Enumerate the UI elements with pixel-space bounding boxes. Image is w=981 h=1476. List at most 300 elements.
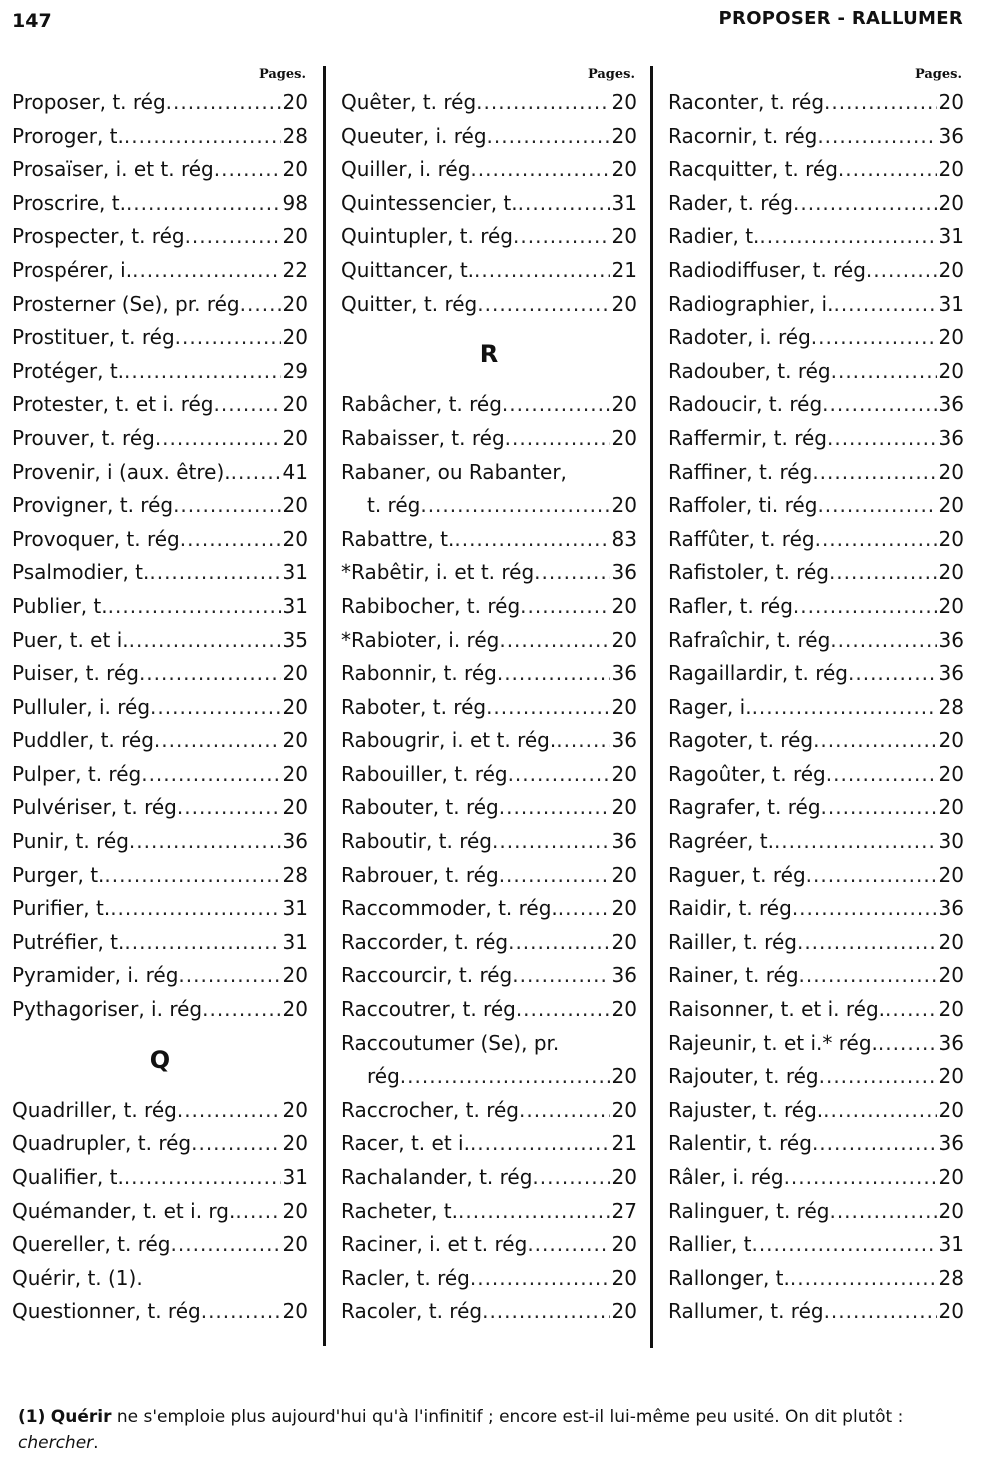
page-ref: 36 [938, 627, 964, 652]
leader-dots [185, 220, 281, 254]
leader-dots [474, 254, 610, 288]
page-ref: 20 [938, 493, 964, 518]
list-item [12, 624, 308, 658]
leader-dots [191, 1127, 280, 1161]
list-item [12, 1161, 308, 1195]
page-header [8, 8, 963, 34]
verb: Rallumer, t. rég [668, 1299, 824, 1324]
leader-dots [792, 892, 937, 926]
page-ref: 36 [611, 829, 637, 854]
page-ref: 20 [938, 761, 964, 786]
list-item [668, 959, 964, 993]
page-ref: 20 [611, 123, 637, 148]
leader-dots [827, 422, 937, 456]
list-item [341, 422, 637, 456]
entry-list [341, 388, 637, 455]
verb: Quadriller, t. rég [12, 1097, 177, 1122]
leader-dots [124, 1161, 281, 1195]
leader-dots [513, 220, 610, 254]
list-item [12, 758, 308, 792]
leader-dots [499, 624, 609, 658]
page-ref: 36 [611, 963, 637, 988]
list-item [341, 187, 637, 221]
verb: Rainer, t. rég [668, 963, 799, 988]
list-item [12, 254, 308, 288]
leader-dots [150, 691, 281, 725]
entry-list [341, 86, 637, 321]
footnote-text: ne s'emploie plus aujourd'hui qu'à l'infinitif ; encore est-il lui-même peu usité. On dit plutôt : [111, 1407, 904, 1427]
list-item [668, 825, 964, 859]
page-ref: 20 [938, 560, 964, 585]
list-item [668, 1027, 964, 1061]
leader-dots [821, 791, 937, 825]
leader-dots [516, 993, 610, 1027]
verb: Rallier, t [668, 1232, 752, 1257]
list-item [341, 926, 637, 960]
verb: Rafistoler, t. rég [668, 560, 829, 585]
leader-dots [497, 657, 610, 691]
page-ref: 98 [282, 190, 308, 215]
list-item [341, 1195, 637, 1229]
page-ref: 31 [282, 929, 308, 954]
verb: Purifier, t. [12, 896, 111, 921]
list-item [12, 993, 308, 1027]
list-item [668, 993, 964, 1027]
verb: Raffermir, t. rég [668, 425, 827, 450]
leader-dots [838, 153, 937, 187]
leader-dots [177, 1094, 281, 1128]
list-item [341, 489, 637, 523]
leader-dots [833, 288, 936, 322]
verb: Pythagoriser, i. rég [12, 997, 203, 1022]
verb: Radier, t. [668, 224, 760, 249]
page-ref: 20 [282, 1232, 308, 1257]
verb: Quiller, i. rég [341, 157, 471, 182]
page-ref: 36 [611, 728, 637, 753]
page-ref: 20 [611, 795, 637, 820]
leader-dots [813, 724, 936, 758]
verb: Raffiner, t. rég [668, 459, 813, 484]
page-ref: 20 [282, 1131, 308, 1156]
verb: Rabrouer, t. rég [341, 862, 499, 887]
list-item [341, 86, 637, 120]
page-ref: 20 [611, 593, 637, 618]
leader-dots [520, 590, 609, 624]
list-item [12, 489, 308, 523]
verb: Raccoutrer, t. rég [341, 997, 516, 1022]
verb: Quittancer, t. [341, 257, 475, 282]
column-1 [12, 64, 308, 1329]
verb: Radiodiffuser, t. rég [668, 257, 866, 282]
list-item [341, 892, 637, 926]
list-item [341, 153, 637, 187]
list-item [341, 388, 637, 422]
verb: Quêter, t. rég [341, 90, 477, 114]
verb: Railler, t. rég [668, 929, 797, 954]
leader-dots [470, 1262, 610, 1296]
verb: Provigner, t. rég [12, 493, 174, 518]
section-letter-q: Q [149, 1045, 171, 1074]
verb: Raisonner, t. et i. rég. [668, 997, 885, 1022]
list-item [668, 187, 964, 221]
page-ref: 31 [938, 291, 964, 316]
leader-dots [505, 422, 610, 456]
list-item [12, 825, 308, 859]
list-item [668, 657, 964, 691]
verb: Raccommoder, t. rég. [341, 896, 558, 921]
verb: Puddler, t. rég [12, 728, 154, 753]
list-item [668, 355, 964, 389]
leader-dots [797, 926, 937, 960]
column-divider-1 [323, 66, 326, 1346]
leader-dots [518, 187, 610, 221]
footnote [18, 1404, 967, 1456]
page-ref: 20 [282, 1299, 308, 1324]
list-item [12, 220, 308, 254]
page-ref: 31 [282, 560, 308, 585]
verb: Racornir, t. rég [668, 123, 818, 148]
verb: Raciner, i. et t. rég [341, 1232, 528, 1257]
leader-dots [487, 120, 610, 154]
page-ref: 22 [282, 257, 308, 282]
verb: Provoquer, t. rég [12, 526, 180, 551]
page-ref: 20 [938, 358, 964, 383]
leader-dots [492, 825, 610, 859]
leader-dots [508, 926, 609, 960]
page-ref: 20 [611, 694, 637, 719]
list-item [12, 1262, 308, 1296]
leader-dots [175, 321, 281, 355]
page-ref: 36 [938, 1131, 964, 1156]
footnote-end: . [93, 1433, 99, 1453]
footnote-marker: (1) [18, 1407, 46, 1427]
verb: Proscrire, t. [12, 190, 126, 215]
leader-dots [848, 657, 937, 691]
list-item [341, 657, 637, 691]
verb: Raboter, t. rég [341, 694, 487, 719]
leader-dots [178, 959, 280, 993]
page-ref: 20 [938, 1198, 964, 1223]
page-ref: 21 [611, 257, 637, 282]
leader-dots [817, 120, 936, 154]
verb: Publier, t. [12, 593, 108, 618]
page-ref: 35 [282, 627, 308, 652]
leader-dots [527, 1228, 609, 1262]
leader-dots [831, 355, 937, 389]
list-item [12, 1195, 308, 1229]
page-ref: 20 [282, 1097, 308, 1122]
leader-dots [819, 1060, 937, 1094]
verb: Quereller, t. rég [12, 1232, 171, 1257]
leader-dots [177, 791, 281, 825]
verb: Racheter, t. [341, 1198, 458, 1223]
leader-dots [470, 153, 609, 187]
leader-dots [519, 1094, 610, 1128]
leader-dots [812, 456, 936, 490]
page-ref: 20 [282, 761, 308, 786]
list-item [12, 355, 308, 389]
page-ref: 36 [938, 896, 964, 921]
leader-dots [139, 657, 281, 691]
page-ref: 36 [611, 661, 637, 686]
page-ref: 20 [938, 526, 964, 551]
list-item [668, 926, 964, 960]
leader-dots [180, 523, 281, 557]
leader-dots [534, 556, 609, 590]
list-item [12, 1295, 308, 1329]
list-item [668, 1295, 964, 1329]
verb: Proroger, t. [12, 123, 124, 148]
page-ref: 20 [938, 963, 964, 988]
list-item [12, 926, 308, 960]
leader-dots [149, 556, 280, 590]
page-ref: 20 [282, 694, 308, 719]
verb: Raccourcir, t. rég [341, 963, 513, 988]
list-item [668, 288, 964, 322]
leader-dots [759, 220, 936, 254]
verb: Rabonnir, t. rég [341, 661, 497, 686]
page-ref: 20 [611, 1232, 637, 1257]
leader-dots [400, 1060, 610, 1094]
list-item [668, 523, 964, 557]
verb: Protéger, t. [12, 358, 125, 383]
verb: Raidir, t. rég [668, 896, 792, 921]
running-title: PROPOSER - RALLUMER [718, 8, 963, 29]
list-item [341, 254, 637, 288]
verb: Provenir, i (aux. être). [12, 459, 231, 484]
verb: Raffûter, t. rég [668, 526, 815, 551]
list-item [12, 959, 308, 993]
list-item [12, 153, 308, 187]
entry-rabaner-line2 [341, 489, 637, 523]
verb: Raconter, t. rég [668, 90, 825, 114]
page-ref: 20 [611, 1064, 637, 1089]
page-ref: 28 [938, 694, 964, 719]
list-item [341, 758, 637, 792]
page-ref: 36 [611, 560, 637, 585]
list-item [341, 1161, 637, 1195]
list-item [12, 556, 308, 590]
verb: Ragaillardir, t. rég [668, 661, 848, 686]
page-ref: 36 [282, 829, 308, 854]
leader-dots [129, 624, 281, 658]
entry-list [12, 86, 308, 1027]
verb: Prosaïser, i. et t. rég [12, 157, 214, 182]
leader-dots [126, 187, 281, 221]
verb: *Rabioter, i. rég [341, 627, 500, 652]
leader-dots [235, 1195, 280, 1229]
list-item [341, 220, 637, 254]
page-ref: 20 [611, 291, 637, 316]
leader-dots [470, 1127, 610, 1161]
page-ref: 20 [611, 929, 637, 954]
verb: t. rég [367, 493, 421, 518]
verb: Radiographier, i. [668, 291, 834, 316]
verb: Quitter, t. rég [341, 291, 478, 316]
verb: Radoucir, t. rég [668, 392, 823, 417]
leader-dots [166, 86, 281, 120]
leader-dots [508, 758, 610, 792]
entry-list [341, 523, 637, 1027]
verb: Questionner, t. rég [12, 1299, 201, 1324]
list-item [12, 791, 308, 825]
list-item [12, 187, 308, 221]
leader-dots [154, 724, 281, 758]
leader-dots [829, 556, 937, 590]
page-ref: 28 [282, 123, 308, 148]
page-ref: 29 [282, 358, 308, 383]
page-ref: 20 [611, 627, 637, 652]
verb: Raguer, t. rég [668, 862, 806, 887]
page-ref: 20 [282, 291, 308, 316]
verb: Purger, t. [12, 862, 105, 887]
verb: Rafler, t. rég [668, 593, 793, 618]
page-ref: 20 [611, 1299, 637, 1324]
leader-dots [124, 120, 281, 154]
leader-dots [793, 590, 937, 624]
page-ref: 20 [611, 862, 637, 887]
list-item [668, 220, 964, 254]
column-divider-2 [650, 66, 653, 1348]
page-ref: 20 [282, 493, 308, 518]
verb: Puiser, t. rég [12, 661, 139, 686]
entry-list [12, 1094, 308, 1329]
leader-dots [866, 254, 937, 288]
page-ref: 20 [938, 997, 964, 1022]
list-item [668, 859, 964, 893]
verb: Quintupler, t. rég [341, 224, 514, 249]
page-ref: 31 [938, 224, 964, 249]
leader-dots [812, 1127, 937, 1161]
page-ref: 20 [611, 392, 637, 417]
page-ref: 20 [611, 1165, 637, 1189]
list-item [12, 321, 308, 355]
verb: Quadrupler, t. rég [12, 1131, 192, 1156]
page-ref: 31 [611, 190, 637, 215]
verb: Radouber, t. rég [668, 358, 831, 383]
leader-dots [824, 1295, 937, 1329]
page-ref: 83 [611, 526, 637, 551]
page-ref: 20 [611, 224, 637, 249]
list-item [668, 422, 964, 456]
page-ref: 20 [938, 90, 964, 114]
verb: Putréfier, t. [12, 929, 125, 954]
verb: *Rabêtir, i. et t. rég [341, 560, 535, 585]
page-ref: 20 [611, 90, 637, 114]
leader-dots [124, 926, 280, 960]
leader-dots [824, 86, 937, 120]
pages-label: Pages. [914, 67, 962, 82]
leader-dots [751, 1228, 936, 1262]
leader-dots [823, 1094, 936, 1128]
leader-dots [171, 1228, 281, 1262]
page-ref: 20 [611, 997, 637, 1022]
leader-dots [476, 86, 609, 120]
page-ref: 20 [611, 1265, 637, 1290]
leader-dots [799, 959, 937, 993]
page-ref: 20 [282, 728, 308, 753]
list-item [12, 288, 308, 322]
list-item [668, 724, 964, 758]
list-item [12, 724, 308, 758]
verb: Racquitter, t. rég [668, 157, 838, 182]
list-item [12, 691, 308, 725]
page-ref: 20 [611, 425, 637, 450]
verb: Pulluler, i. rég [12, 694, 151, 719]
page-ref: 20 [611, 157, 637, 182]
page-ref: 20 [938, 325, 964, 350]
page-ref: 28 [938, 1265, 964, 1290]
leader-dots [486, 691, 609, 725]
leader-dots [817, 489, 936, 523]
page-ref: 20 [938, 157, 964, 182]
leader-dots [420, 489, 609, 523]
leader-dots [155, 422, 281, 456]
entry-rabaner-line1: Rabaner, ou Rabanter, [341, 459, 567, 484]
verb: Qualifier, t. [12, 1165, 124, 1189]
leader-dots [878, 1027, 937, 1061]
list-item [12, 523, 308, 557]
page-ref: 20 [282, 1198, 308, 1223]
verb: Rabibocher, t. rég [341, 593, 521, 618]
list-item [668, 1195, 964, 1229]
page-ref: 20 [938, 1165, 964, 1189]
footnote-word: Quérir [50, 1407, 112, 1427]
verb: Rabaisser, t. rég [341, 425, 505, 450]
page-ref: 20 [611, 761, 637, 786]
footnote-alt: chercher [18, 1433, 94, 1453]
list-item [12, 1127, 308, 1161]
page-ref: 20 [938, 1097, 964, 1122]
leader-dots [104, 859, 280, 893]
verb: Rachalander, t. rég [341, 1165, 533, 1189]
verb: Prosterner (Se), pr. rég [12, 291, 240, 316]
leader-dots [784, 1161, 937, 1195]
verb: Quémander, t. et i. rg. [12, 1198, 236, 1223]
page-ref: 41 [282, 459, 308, 484]
list-item [668, 791, 964, 825]
leader-dots [830, 624, 936, 658]
page-ref: 20 [938, 728, 964, 753]
leader-dots [532, 1161, 609, 1195]
page-ref: 20 [938, 190, 964, 215]
list-item [341, 724, 637, 758]
entry-list [668, 86, 964, 1329]
pages-label: Pages. [587, 67, 635, 82]
page-ref: 20 [938, 1064, 964, 1089]
section-letter-r: R [479, 340, 499, 369]
leader-dots [790, 1262, 937, 1296]
list-item [341, 791, 637, 825]
list-item [341, 825, 637, 859]
page-ref: 36 [938, 425, 964, 450]
leader-dots [201, 1295, 281, 1329]
entry-list [341, 1094, 637, 1329]
list-item [341, 691, 637, 725]
leader-dots [502, 388, 610, 422]
list-item [668, 1127, 964, 1161]
list-item [341, 624, 637, 658]
list-item [341, 556, 637, 590]
list-item [341, 1094, 637, 1128]
verb: Proposer, t. rég [12, 90, 166, 114]
page-ref: 20 [282, 963, 308, 988]
verb: Rabouter, t. rég [341, 795, 499, 820]
page-ref: 31 [282, 1165, 308, 1189]
page-ref: 20 [282, 795, 308, 820]
leader-dots [829, 1195, 936, 1229]
list-item [668, 556, 964, 590]
